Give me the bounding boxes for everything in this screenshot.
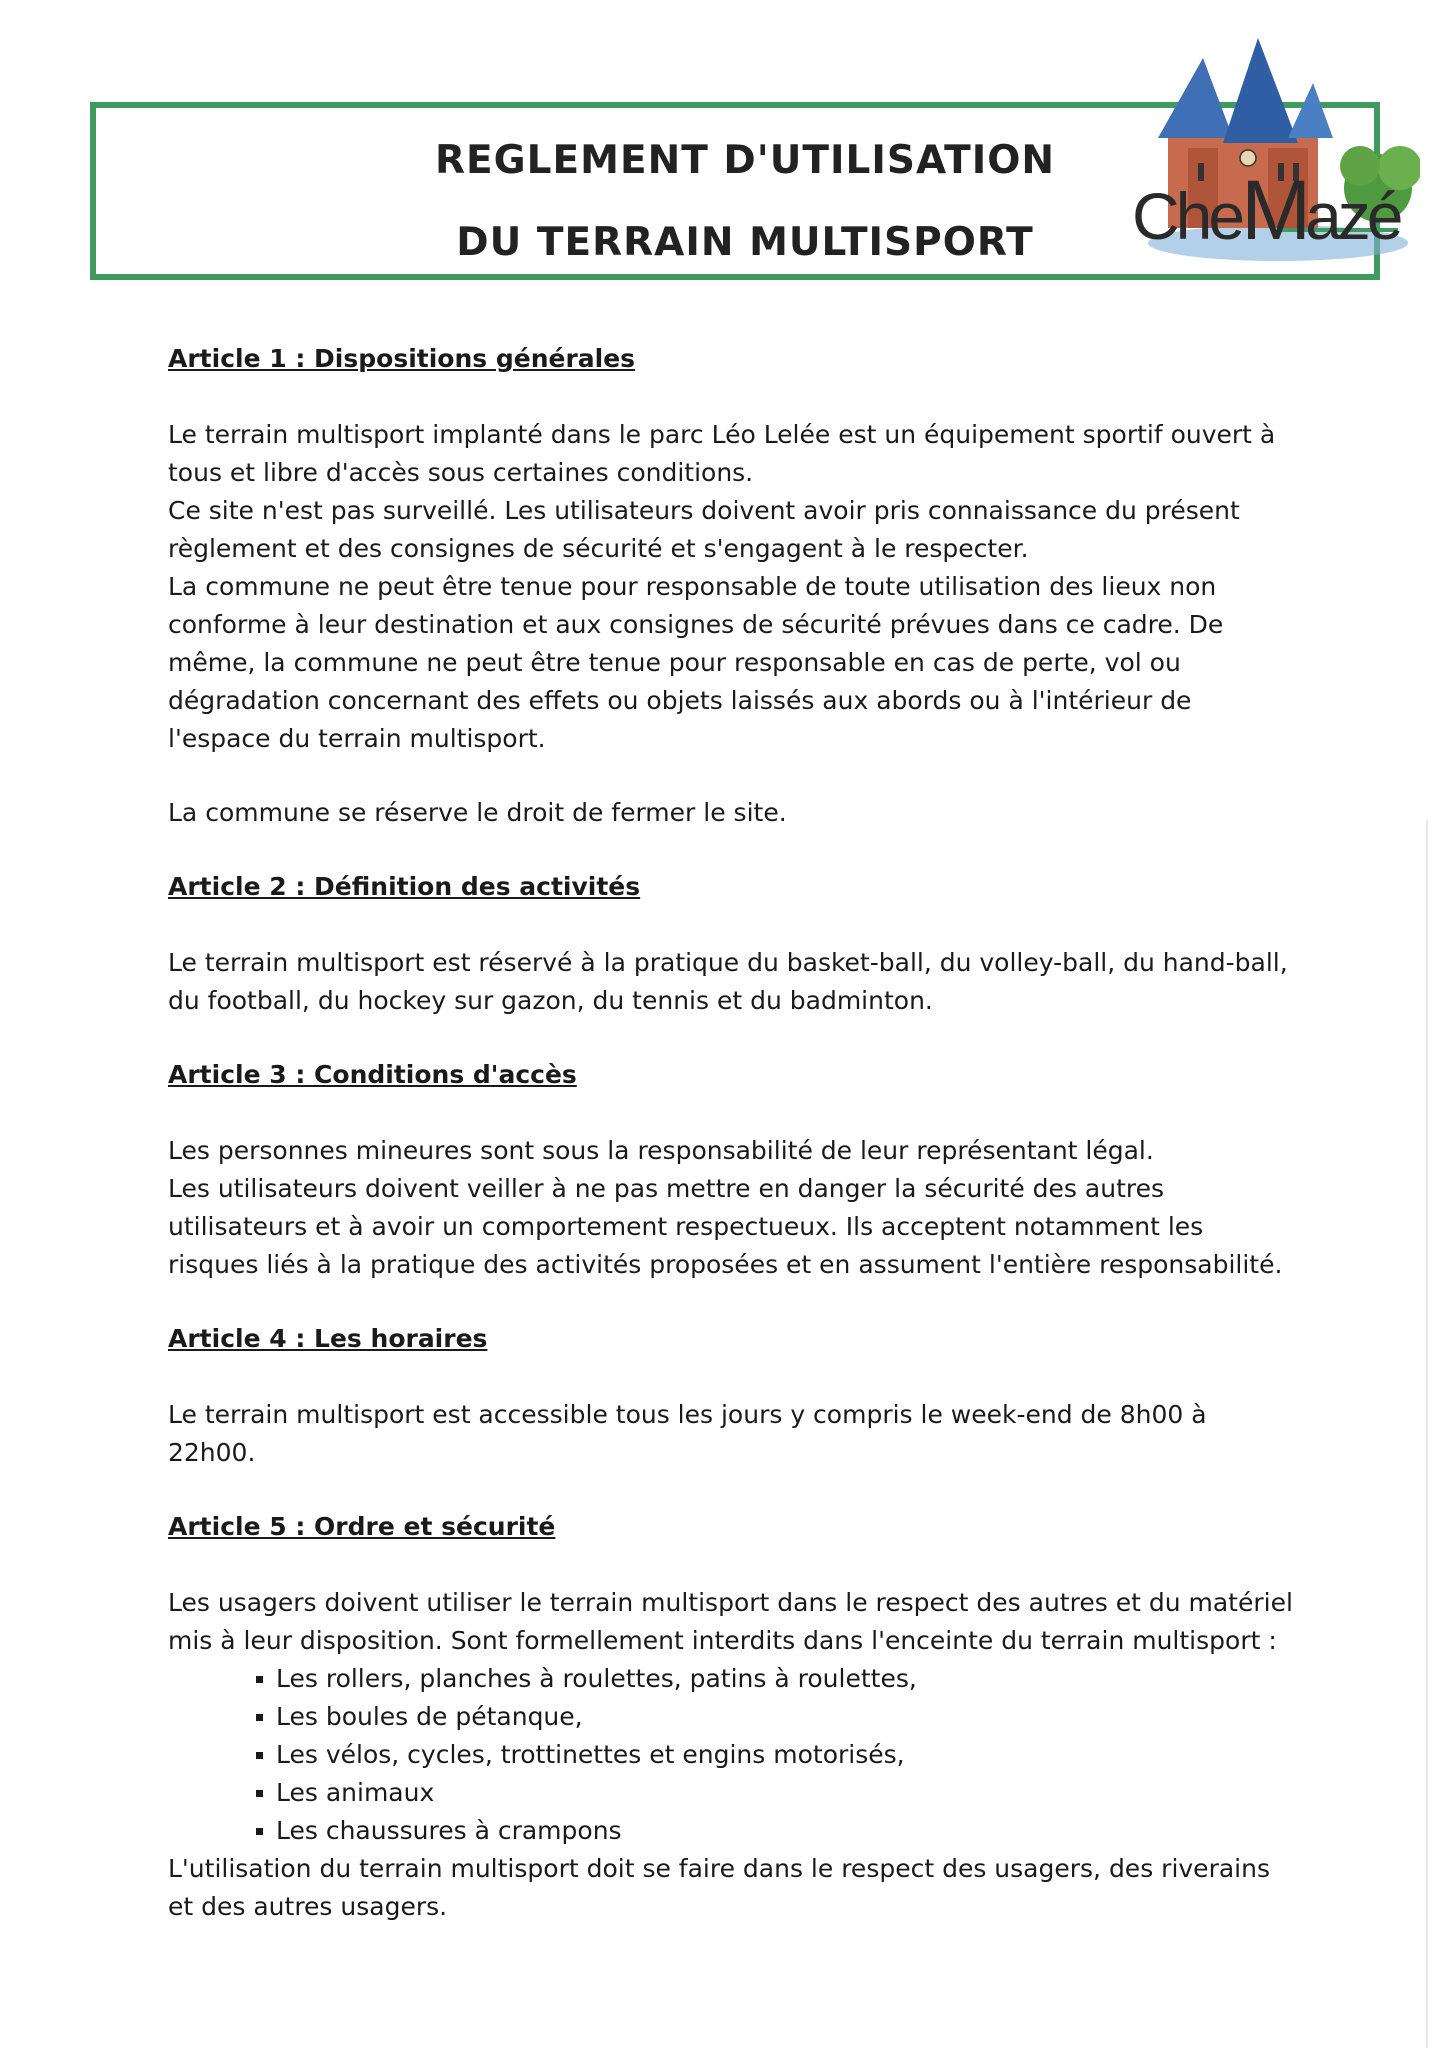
logo-text-aze: azé	[1305, 179, 1400, 253]
article-5-paragraph-1: Les usagers doivent utiliser le terrain multisport dans le respect des autres et du matériel mis à leur disposition. Sont formellement interdits dans l'enceinte du terrain multisport :	[168, 1588, 1293, 1655]
article-1-paragraph-2: Ce site n'est pas surveillé. Les utilisateurs doivent avoir pris connaissance du présent règlement et des consignes de sécurité et s'engagent à le respecter.	[168, 496, 1240, 563]
scan-edge-line	[1426, 820, 1428, 2048]
logo-text-che: Che	[1132, 179, 1242, 253]
logo-text-m: M	[1241, 163, 1306, 257]
list-item: Les chaussures à crampons	[256, 1812, 1298, 1850]
article-3-paragraph-1: Les personnes mineures sont sous la responsabilité de leur représentant légal.	[168, 1136, 1154, 1165]
article-3-title: Article 3 : Conditions d'accès	[168, 1060, 577, 1089]
article-1-title: Article 1 : Dispositions générales	[168, 344, 636, 373]
title-line-1: REGLEMENT D'UTILISATION	[434, 138, 1056, 183]
article-2-paragraph-1: Le terrain multisport est réservé à la pratique du basket-ball, du volley-ball, du hand-ball, du football, du hockey sur gazon, du tennis et du badminton.	[168, 948, 1288, 1015]
article-2-title: Article 2 : Définition des activités	[168, 872, 641, 901]
article-5-paragraph-2: L'utilisation du terrain multisport doit se faire dans le respect des usagers, des riverains et des autres usagers.	[168, 1854, 1270, 1921]
list-item: Les vélos, cycles, trottinettes et engins motorisés,	[256, 1736, 1298, 1774]
article-4-paragraph-1: Le terrain multisport est accessible tous les jours y compris le week-end de 8h00 à 22h00.	[168, 1400, 1207, 1467]
title-line-2: DU TERRAIN MULTISPORT	[456, 220, 1034, 265]
list-item: Les animaux	[256, 1774, 1298, 1812]
article-3-paragraph-2: Les utilisateurs doivent veiller à ne pas mettre en danger la sécurité des autres utilisateurs et à avoir un comportement respectueux. Ils acceptent notamment les risques liés à la pratique des activités proposées et en assument l'entière responsabilité.	[168, 1174, 1283, 1279]
list-item: Les boules de pétanque,	[256, 1698, 1298, 1736]
article-1-paragraph-4: La commune se réserve le droit de fermer le site.	[168, 798, 787, 827]
article-1-paragraph-3: La commune ne peut être tenue pour responsable de toute utilisation des lieux non conforme à leur destination et aux consignes de sécurité prévues dans ce cadre. De même, la commune ne peut être tenue pour responsable en cas de perte, vol ou dégradation concernant des effets ou objets laissés aux abords ou à l'intérieur de l'espace du terrain multisport.	[168, 572, 1224, 753]
prohibited-items-list	[256, 1660, 1298, 1850]
article-4-title: Article 4 : Les horaires	[168, 1324, 488, 1353]
logo-wordmark	[1132, 163, 1400, 257]
document-body	[168, 340, 1298, 1926]
article-5-title: Article 5 : Ordre et sécurité	[168, 1512, 556, 1541]
article-1-paragraph-1: Le terrain multisport implanté dans le parc Léo Lelée est un équipement sportif ouvert à tous et libre d'accès sous certaines conditions.	[168, 420, 1276, 487]
list-item: Les rollers, planches à roulettes, patins à roulettes,	[256, 1660, 1298, 1698]
